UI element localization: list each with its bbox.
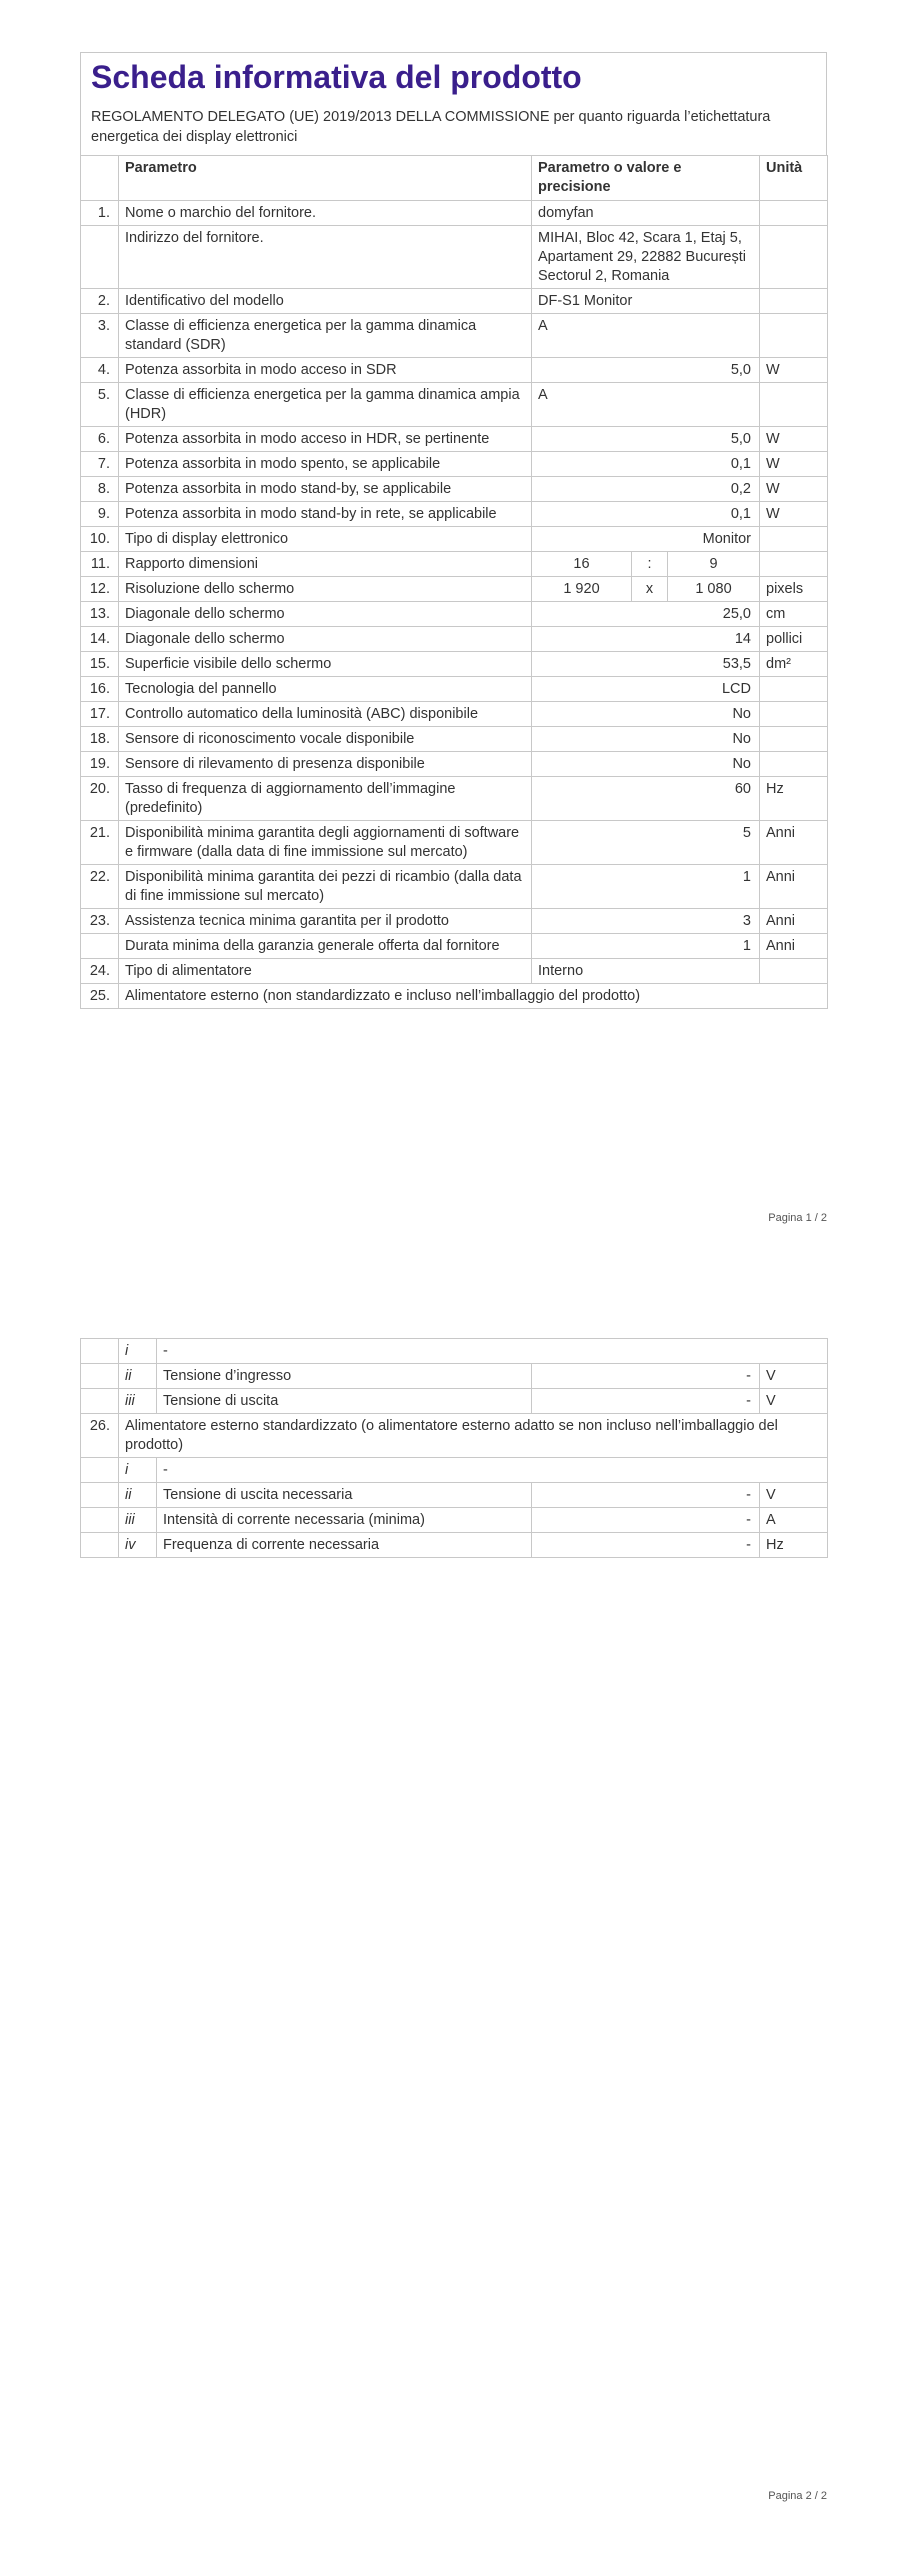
sub-row bbox=[81, 1339, 828, 1364]
sub-row-value: - bbox=[532, 1533, 760, 1558]
row-value: LCD bbox=[532, 677, 760, 702]
row-unit: Anni bbox=[760, 934, 828, 959]
header-unit: Unità bbox=[760, 156, 828, 201]
row-value: DF-S1 Monitor bbox=[532, 289, 760, 314]
sub-row-parameter: - bbox=[157, 1458, 828, 1483]
header-param: Parametro bbox=[119, 156, 532, 201]
sub-row-parameter: - bbox=[157, 1339, 828, 1364]
table-row bbox=[81, 909, 828, 934]
row-unit bbox=[760, 959, 828, 984]
table-row bbox=[81, 602, 828, 627]
row-value-b: 9 bbox=[668, 552, 760, 577]
row-number: 11. bbox=[81, 552, 119, 577]
row-value: 5,0 bbox=[532, 358, 760, 383]
page-2 bbox=[0, 1270, 905, 2560]
row-unit: dm² bbox=[760, 652, 828, 677]
sub-row-parameter: Intensità di corrente necessaria (minima) bbox=[157, 1508, 532, 1533]
row-number bbox=[81, 226, 119, 289]
table-row bbox=[81, 727, 828, 752]
row-value: No bbox=[532, 702, 760, 727]
table-row bbox=[81, 427, 828, 452]
info-table bbox=[80, 155, 828, 1009]
page-title: Scheda informativa del prodotto bbox=[91, 59, 582, 95]
table-row bbox=[81, 652, 828, 677]
row-unit bbox=[760, 289, 828, 314]
product-sheet-continued bbox=[80, 1338, 827, 1558]
table-row bbox=[81, 314, 828, 358]
row-number: 26. bbox=[81, 1414, 119, 1458]
row-value: 1 bbox=[532, 934, 760, 959]
sub-row bbox=[81, 1508, 828, 1533]
row-value: A bbox=[532, 314, 760, 358]
table-row bbox=[81, 358, 828, 383]
row-parameter: Classe di efficienza energetica per la gamma dinamica ampia (HDR) bbox=[119, 383, 532, 427]
row-value: 0,2 bbox=[532, 477, 760, 502]
table-row bbox=[81, 777, 828, 821]
row-value: Interno bbox=[532, 959, 760, 984]
row-parameter: Durata minima della garanzia generale offerta dal fornitore bbox=[119, 934, 532, 959]
row-value: 0,1 bbox=[532, 502, 760, 527]
table-row bbox=[81, 934, 828, 959]
row-value: No bbox=[532, 752, 760, 777]
row-value: 60 bbox=[532, 777, 760, 821]
row-number: 6. bbox=[81, 427, 119, 452]
row-number: 13. bbox=[81, 602, 119, 627]
row-parameter: Risoluzione dello schermo bbox=[119, 577, 532, 602]
row-unit bbox=[760, 702, 828, 727]
product-sheet bbox=[80, 52, 827, 1009]
row-unit bbox=[760, 226, 828, 289]
row-unit bbox=[760, 677, 828, 702]
row-parameter: Alimentatore esterno standardizzato (o alimentatore esterno adatto se non incluso nell’imballaggio del prodotto) bbox=[119, 1414, 828, 1458]
sub-row-roman: iv bbox=[119, 1533, 157, 1558]
row-value: MIHAI, Bloc 42, Scara 1, Etaj 5, Apartament 29, 22882 București Sectorul 2, Romania bbox=[532, 226, 760, 289]
row-number: 3. bbox=[81, 314, 119, 358]
row-parameter: Indirizzo del fornitore. bbox=[119, 226, 532, 289]
row-value: 5,0 bbox=[532, 427, 760, 452]
row-unit: Hz bbox=[760, 777, 828, 821]
row-unit bbox=[760, 527, 828, 552]
row-value: 3 bbox=[532, 909, 760, 934]
page-number: Pagina 1 / 2 bbox=[768, 1212, 827, 1224]
sub-row-value: - bbox=[532, 1364, 760, 1389]
header-value: Parametro o valore e precisione bbox=[532, 156, 760, 201]
row-parameter: Tecnologia del pannello bbox=[119, 677, 532, 702]
row-parameter: Diagonale dello schermo bbox=[119, 627, 532, 652]
row-number: 1. bbox=[81, 201, 119, 226]
row-value: domyfan bbox=[532, 201, 760, 226]
row-parameter: Tasso di frequenza di aggiornamento dell’immagine (predefinito) bbox=[119, 777, 532, 821]
table-row bbox=[81, 959, 828, 984]
sub-row-roman: ii bbox=[119, 1364, 157, 1389]
row-unit bbox=[760, 727, 828, 752]
table-header bbox=[81, 156, 828, 201]
row-number: 25. bbox=[81, 984, 119, 1009]
row-value-a: 16 bbox=[532, 552, 632, 577]
row-value: A bbox=[532, 383, 760, 427]
row-value: 53,5 bbox=[532, 652, 760, 677]
row-parameter: Assistenza tecnica minima garantita per il prodotto bbox=[119, 909, 532, 934]
row-number: 16. bbox=[81, 677, 119, 702]
sub-row-unit: V bbox=[760, 1483, 828, 1508]
regulation-subtitle: REGOLAMENTO DELEGATO (UE) 2019/2013 DELLA COMMISSIONE per quanto riguarda l’etichettatura energetica dei display elettronici bbox=[91, 109, 771, 145]
sub-row-unit: V bbox=[760, 1364, 828, 1389]
table-row bbox=[81, 226, 828, 289]
sub-row-parameter: Tensione di uscita necessaria bbox=[157, 1483, 532, 1508]
table-row bbox=[81, 865, 828, 909]
row-unit bbox=[760, 383, 828, 427]
row-parameter: Nome o marchio del fornitore. bbox=[119, 201, 532, 226]
row-number: 10. bbox=[81, 527, 119, 552]
row-number: 12. bbox=[81, 577, 119, 602]
row-parameter: Alimentatore esterno (non standardizzato e incluso nell’imballaggio del prodotto) bbox=[119, 984, 828, 1009]
row-unit: pixels bbox=[760, 577, 828, 602]
row-number: 8. bbox=[81, 477, 119, 502]
sub-row-value: - bbox=[532, 1483, 760, 1508]
table-row bbox=[81, 752, 828, 777]
sub-row bbox=[81, 1533, 828, 1558]
table-row bbox=[81, 452, 828, 477]
sheet-header bbox=[80, 52, 827, 155]
row-unit bbox=[760, 552, 828, 577]
sub-row-unit: V bbox=[760, 1389, 828, 1414]
page-1 bbox=[0, 0, 905, 1270]
row-parameter: Identificativo del modello bbox=[119, 289, 532, 314]
row-parameter: Sensore di rilevamento di presenza disponibile bbox=[119, 752, 532, 777]
row-number: 22. bbox=[81, 865, 119, 909]
row-unit: Anni bbox=[760, 865, 828, 909]
row-number: 4. bbox=[81, 358, 119, 383]
row-parameter: Controllo automatico della luminosità (ABC) disponibile bbox=[119, 702, 532, 727]
row-number: 5. bbox=[81, 383, 119, 427]
row-parameter: Potenza assorbita in modo acceso in SDR bbox=[119, 358, 532, 383]
row-value-separator: x bbox=[632, 577, 668, 602]
table-row bbox=[81, 383, 828, 427]
sub-row-value: - bbox=[532, 1508, 760, 1533]
row-parameter: Sensore di riconoscimento vocale disponibile bbox=[119, 727, 532, 752]
info-table-continued bbox=[80, 1338, 828, 1558]
row-number: 19. bbox=[81, 752, 119, 777]
table-row bbox=[81, 552, 828, 577]
row-value-a: 1 920 bbox=[532, 577, 632, 602]
table-row bbox=[81, 821, 828, 865]
sub-row-unit: Hz bbox=[760, 1533, 828, 1558]
sub-row-roman: ii bbox=[119, 1483, 157, 1508]
table-row bbox=[81, 577, 828, 602]
row-value: Monitor bbox=[532, 527, 760, 552]
table-row bbox=[81, 289, 828, 314]
row-number: 17. bbox=[81, 702, 119, 727]
row-parameter: Potenza assorbita in modo stand-by in rete, se applicabile bbox=[119, 502, 532, 527]
row-unit bbox=[760, 201, 828, 226]
sub-row-unit: A bbox=[760, 1508, 828, 1533]
row-unit: Anni bbox=[760, 821, 828, 865]
sub-row-roman: iii bbox=[119, 1389, 157, 1414]
row-unit: W bbox=[760, 502, 828, 527]
row-number: 21. bbox=[81, 821, 119, 865]
table-row bbox=[81, 477, 828, 502]
row-number: 2. bbox=[81, 289, 119, 314]
row-unit: W bbox=[760, 427, 828, 452]
page-number: Pagina 2 / 2 bbox=[768, 2490, 827, 2502]
row-number: 18. bbox=[81, 727, 119, 752]
row-value: 14 bbox=[532, 627, 760, 652]
row-value: 1 bbox=[532, 865, 760, 909]
sub-row-value: - bbox=[532, 1389, 760, 1414]
sub-row-roman: iii bbox=[119, 1508, 157, 1533]
row-unit: W bbox=[760, 358, 828, 383]
sub-row-roman: i bbox=[119, 1339, 157, 1364]
row-number: 14. bbox=[81, 627, 119, 652]
row-parameter: Superficie visibile dello schermo bbox=[119, 652, 532, 677]
row-unit: pollici bbox=[760, 627, 828, 652]
row-number: 15. bbox=[81, 652, 119, 677]
row-value: 0,1 bbox=[532, 452, 760, 477]
table-row bbox=[81, 627, 828, 652]
row-value: 25,0 bbox=[532, 602, 760, 627]
row-unit: cm bbox=[760, 602, 828, 627]
table-row bbox=[81, 984, 828, 1009]
row-parameter: Classe di efficienza energetica per la gamma dinamica standard (SDR) bbox=[119, 314, 532, 358]
row-number bbox=[81, 934, 119, 959]
row-unit bbox=[760, 314, 828, 358]
row-number: 20. bbox=[81, 777, 119, 821]
row-number: 23. bbox=[81, 909, 119, 934]
row-parameter: Rapporto dimensioni bbox=[119, 552, 532, 577]
row-parameter: Disponibilità minima garantita dei pezzi di ricambio (dalla data di fine immissione sul mercato) bbox=[119, 865, 532, 909]
table-row bbox=[81, 1414, 828, 1458]
row-value: 5 bbox=[532, 821, 760, 865]
row-parameter: Tipo di display elettronico bbox=[119, 527, 532, 552]
row-unit: Anni bbox=[760, 909, 828, 934]
row-value: No bbox=[532, 727, 760, 752]
sub-row-roman: i bbox=[119, 1458, 157, 1483]
row-value-b: 1 080 bbox=[668, 577, 760, 602]
table-row bbox=[81, 677, 828, 702]
row-parameter: Potenza assorbita in modo stand-by, se applicabile bbox=[119, 477, 532, 502]
row-parameter: Potenza assorbita in modo spento, se applicabile bbox=[119, 452, 532, 477]
row-number: 24. bbox=[81, 959, 119, 984]
table-row bbox=[81, 201, 828, 226]
row-unit: W bbox=[760, 452, 828, 477]
row-parameter: Potenza assorbita in modo acceso in HDR, se pertinente bbox=[119, 427, 532, 452]
sub-row-parameter: Tensione d’ingresso bbox=[157, 1364, 532, 1389]
row-parameter: Diagonale dello schermo bbox=[119, 602, 532, 627]
table-row bbox=[81, 702, 828, 727]
sub-row-parameter: Frequenza di corrente necessaria bbox=[157, 1533, 532, 1558]
sub-row bbox=[81, 1389, 828, 1414]
row-number: 9. bbox=[81, 502, 119, 527]
sub-row bbox=[81, 1458, 828, 1483]
row-unit bbox=[760, 752, 828, 777]
row-number: 7. bbox=[81, 452, 119, 477]
table-row bbox=[81, 502, 828, 527]
sub-row bbox=[81, 1483, 828, 1508]
row-parameter: Tipo di alimentatore bbox=[119, 959, 532, 984]
row-unit: W bbox=[760, 477, 828, 502]
sub-row-parameter: Tensione di uscita bbox=[157, 1389, 532, 1414]
row-parameter: Disponibilità minima garantita degli aggiornamenti di software e firmware (dalla data di fine immissione sul mercato) bbox=[119, 821, 532, 865]
table-row bbox=[81, 527, 828, 552]
sub-row bbox=[81, 1364, 828, 1389]
row-value-separator: : bbox=[632, 552, 668, 577]
